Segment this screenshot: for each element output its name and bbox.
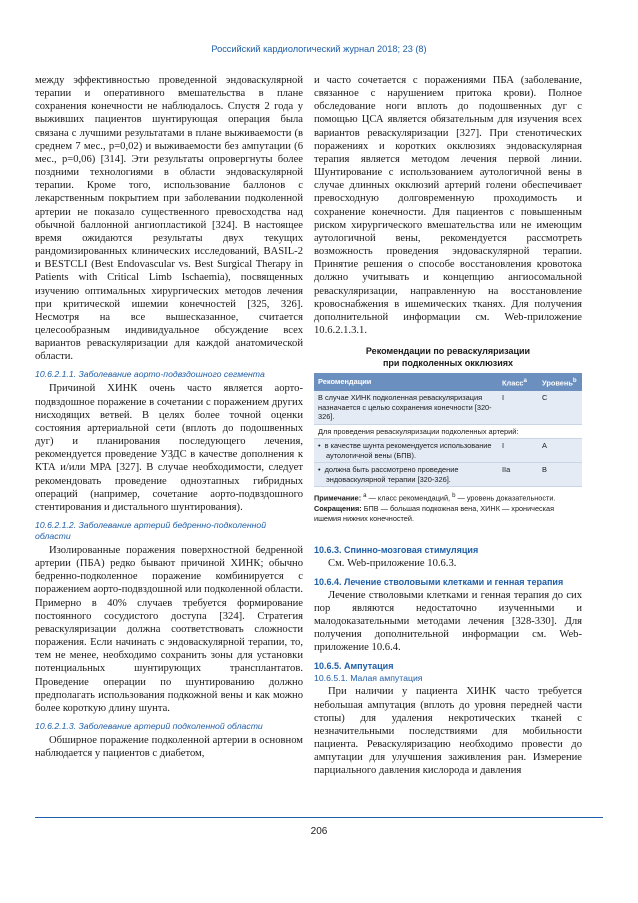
subsection-heading-femoro-popliteal: 10.6.2.1.2. Заболевание артерий бедренно-подколенной области xyxy=(35,520,267,541)
note-sup-b: b xyxy=(452,492,456,500)
recommendations-title xyxy=(314,345,582,369)
table-header-row xyxy=(314,373,582,391)
section-heading-amputation: 10.6.5. Ампутация xyxy=(314,661,394,672)
footer-rule xyxy=(35,817,603,818)
left-paragraph-3: Изолированные поражения поверхностной бедренной артерии (ПБА) редко бывают причиной ХИНК; обычно бедренно-подколенное поражение комбинируется с поражением аорто-подвздошной или подколенной области. Примерно в 40% случаев требуется формирование постоянного сосудистого доступа [324]. Стратегия реваскуляризации должна соответствовать сложности поражения. Если начинать с эндоваскулярной терапии, то, тем не менее, необходимо сохранить зоны для установки потенциальных шунтирующих трансплантатов. Проведение операции по шунтированию должно предполагать использования подкожной вены и как можно более короткую длину шунта. xyxy=(35,545,303,714)
row-1-level: C xyxy=(538,391,582,424)
note-sup-a: a xyxy=(363,492,367,500)
left-paragraph-1: между эффективностью проведенной эндоваскулярной терапии и оперативного вмешательства в плане сохранения конечности не наблюдалось. Спустя 2 года у выживших пациентов шунтирующая операция была связана с лучшими результатами в плане выживаемости (в среднем 7 мес., p=0,02) и выживаемости без ампутации (6 мес., p=0,06) [314]. Эти результаты опровергнуты более поздними технологиями в области эндоваскулярной терапии. Кроме того, использование баллонов с лекарственным покрытием при заболевании подколенной артерии не показало существенного превосходства над обычной баллонной ангиопластикой [324]. В настоящее время ожидаются результаты двух текущих рандомизированных клинических исследований, BASIL-2 и BESTCLI (Best Endovascular vs. Best Surgical Therapy in Patients with Critical Limb Ischaemia), посвященных изучению оптимальных хирургических методов лечения при критической ишемии конечностей [325, 326]. Несмотря на все вышесказанное, считается целесообразным индивидуальное обсуждение всех вариантов реваскуляризации для каждой анатомической области. xyxy=(35,75,303,363)
page-number: 206 xyxy=(310,826,328,837)
row-4-text: • должна быть рассмотрено проведение эндоваскулярной терапии [320-326]. xyxy=(314,463,498,487)
header-level xyxy=(538,373,582,391)
note-text-2: — уровень доказательности. xyxy=(455,493,556,503)
left-column xyxy=(35,74,303,760)
recommendations-title-line-2: при подколенных окклюзиях xyxy=(382,358,514,369)
abbreviations-label: Сокращения: xyxy=(314,503,362,513)
header-recommendations: Рекомендации xyxy=(314,373,498,391)
row-4-class: IIa xyxy=(498,463,538,487)
right-paragraph-1: и часто сочетается с поражениями ПБА (заболевание, связанное с нарушением притока крови). Полное обследование ноги вплоть до подошвенных дуг с помощью ЦСА является обязательным для изучения всех вариантов реваскуляризации [327]. При стенотических поражениях и коротких окклюзиях эндоваскулярная терапия является методом лечения первой линии. Шунтирование с использованием аутологичной вены в случае длинных окклюзий артерий голени обеспечивает превосходную долговременную проходимость и сохранение конечности. Для пациентов с повышенным риском хирургического вмешательства или не имеющим аутологичной вены, рекомендуется рассмотреть возможность проведения эндоваскулярной терапии. Принятие решения о способе восстановления кровотока должно учитывать и концепцию ангиосомальной реваскуляризации, направленную на восстановление кровоснабжения в ишемических тканях. Для получения дополнительной информации см. Web-приложение 10.6.2.1.3.1. xyxy=(314,75,582,336)
journal-header: Российский кардиологический журнал 2018; 23 (8) xyxy=(211,44,427,54)
left-paragraph-4: Обширное поражение подколенной артерии в основном наблюдается у пациентов с диабетом, xyxy=(35,735,303,760)
table-row xyxy=(314,463,582,487)
abbreviations-text: БПВ — большая подкожная вена, ХИНК — хроническая ишемия нижних конечностей. xyxy=(314,503,555,523)
table-note xyxy=(314,491,582,523)
header-level-label: Уровень xyxy=(542,378,573,388)
header-class-label: Класс xyxy=(502,378,524,388)
row-1-text: В случае ХИНК подколенная реваскуляризация назначается с целью сохранения конечности [320-326]. xyxy=(314,391,498,424)
section-heading-spinal-stimulation: 10.6.3. Спинно-мозговая стимуляция xyxy=(314,544,479,555)
table-row xyxy=(314,391,582,424)
row-2-text: Для проведения реваскуляризации подколенных артерий: xyxy=(314,424,582,439)
note-label: Примечание: xyxy=(314,493,362,503)
right-paragraph-2: См. Web-приложение 10.6.3. xyxy=(328,557,457,569)
note-text-1: — класс рекомендаций, xyxy=(366,493,453,503)
header-class xyxy=(498,373,538,391)
section-heading-stem-cells: 10.6.4. Лечение стволовыми клетками и генная терапия xyxy=(314,576,564,587)
header-class-sup: a xyxy=(523,377,527,385)
table-row xyxy=(314,439,582,463)
left-paragraph-2: Причиной ХИНК очень часто является аорто-подвздошное поражение в сочетании с поражением других нисходящих ветвей. В целях более точной оценки состояния артериальной сети (вплоть до подошвенных дуг) и планирования последующего лечения, рекомендуется проведение УЗДС в качестве дополнения к КТА и/или МРА [327]. В случае необходимости, следует рекомендовать проведение одноэтапных гибридных операций (например, сочетание аорто-подвздошного стентирования и дистального шунтирования). xyxy=(35,383,303,513)
row-4-level: B xyxy=(538,463,582,487)
spacer xyxy=(314,524,582,538)
row-1-class: I xyxy=(498,391,538,424)
recommendations-table xyxy=(314,373,582,487)
subsection-heading-popliteal: 10.6.2.1.3. Заболевание артерий подколенной области xyxy=(35,721,263,732)
row-3-class: I xyxy=(498,439,538,463)
row-3-text: • в качестве шунта рекомендуется использование аутологичной вены (БПВ). xyxy=(314,439,498,463)
right-column xyxy=(314,74,582,778)
header-level-sup: b xyxy=(572,377,577,385)
row-3-level: A xyxy=(538,439,582,463)
subsection-heading-minor-amputation: 10.6.5.1. Малая ампутация xyxy=(314,673,423,684)
subsection-heading-aorto-iliac: 10.6.2.1.1. Заболевание аорто-подвздошного сегмента xyxy=(35,369,265,380)
right-paragraph-3: Лечение стволовыми клетками и генная терапия до сих пор являются недостаточно изученными и малодоказательными методами лечения [328-330]. Для получения дополнительной информации см. Web-приложение 10.6.4. xyxy=(314,589,582,654)
table-row xyxy=(314,424,582,439)
recommendations-title-line-1: Рекомендации по реваскуляризации xyxy=(365,346,531,357)
right-paragraph-4: При наличии у пациента ХИНК часто требуется небольшая ампутация (вплоть до уровня передней части стопы) для удаления некротических тканей с незначительными последствиями для мобильности пациента. Реваскуляризацию необходимо провести до ампутации для улучшения заживления ран. Измерение парциального давления кислорода и давления xyxy=(314,686,582,777)
